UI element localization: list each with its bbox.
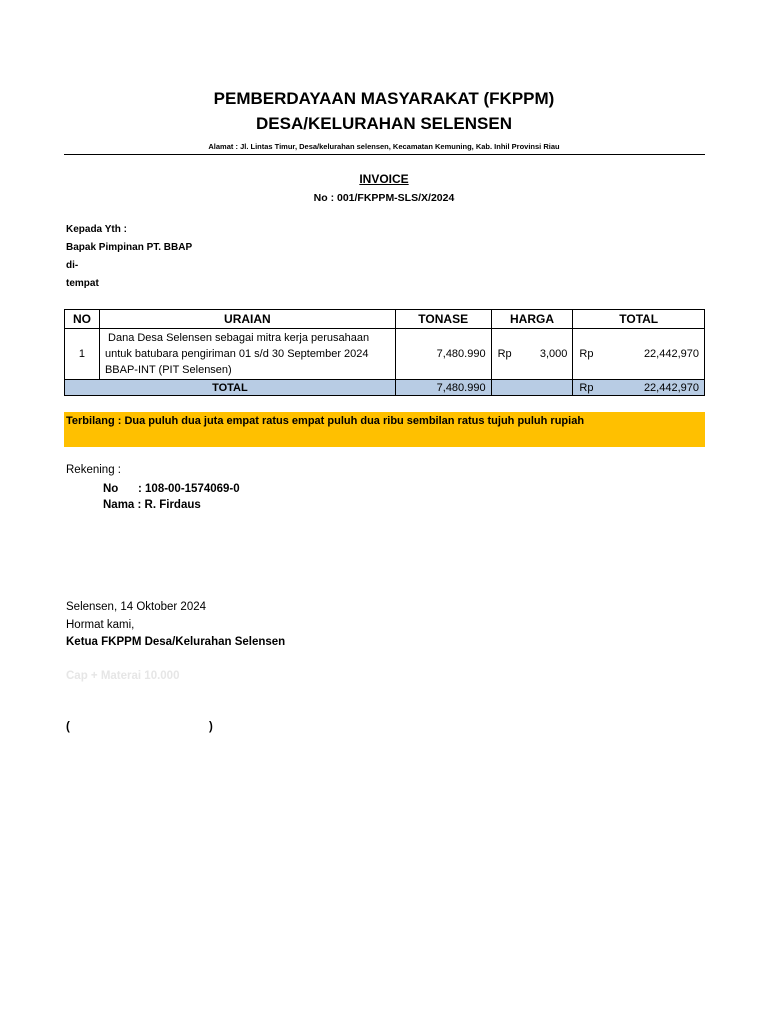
rekening-nama: Nama : R. Firdaus bbox=[103, 499, 201, 511]
table-total-row bbox=[65, 380, 705, 396]
org-title-line2: DESA/KELURAHAN SELENSEN bbox=[256, 114, 512, 133]
org-address: Alamat : Jl. Lintas Timur, Desa/kelurahan selensen, Kecamatan Kemuning, Kab. Inhil Provinsi Riau bbox=[208, 142, 560, 151]
invoice-table bbox=[64, 309, 705, 396]
recipient-name: Bapak Pimpinan PT. BBAP bbox=[66, 242, 193, 253]
recipient-salutation: Kepada Yth : bbox=[66, 224, 127, 235]
invoice-title: INVOICE bbox=[359, 172, 409, 186]
org-title-line1: PEMBERDAYAAN MASYARAKAT (FKPPM) bbox=[213, 89, 555, 108]
col-header-harga: HARGA bbox=[491, 310, 573, 329]
harga-currency: Rp bbox=[497, 348, 512, 360]
row-total bbox=[573, 329, 705, 380]
total-currency: Rp bbox=[579, 348, 594, 360]
invoice-number: No : 001/FKPPM-SLS/X/2024 bbox=[313, 192, 455, 204]
rekening-label: Rekening : bbox=[66, 464, 121, 476]
row-harga bbox=[491, 329, 573, 380]
row-description bbox=[99, 329, 395, 380]
stamp-placeholder: Cap + Materai 10.000 bbox=[66, 670, 180, 682]
row-no: 1 bbox=[65, 329, 100, 380]
total-label: TOTAL bbox=[65, 380, 396, 396]
recipient-di: di- bbox=[66, 260, 79, 271]
total-amount: 22,442,970 bbox=[643, 348, 699, 360]
total-harga-empty bbox=[491, 380, 573, 396]
recipient-tempat: tempat bbox=[66, 278, 99, 289]
table-header-row bbox=[65, 310, 705, 329]
grand-total bbox=[573, 380, 705, 396]
place-date: Selensen, 14 Oktober 2024 bbox=[66, 601, 207, 613]
desc-line1: Dana Desa Selensen sebagai mitra kerja perusahaan bbox=[104, 332, 370, 344]
table-row bbox=[65, 329, 705, 380]
header-divider bbox=[64, 154, 705, 155]
row-tonase: 7,480.990 bbox=[395, 329, 491, 380]
col-header-no: NO bbox=[65, 310, 100, 329]
desc-line3: BBAP-INT (PIT Selensen) bbox=[104, 364, 232, 376]
grand-total-currency: Rp bbox=[579, 381, 594, 394]
terbilang-banner bbox=[64, 412, 705, 447]
total-tonase: 7,480.990 bbox=[395, 380, 491, 396]
desc-line2: untuk batubara pengiriman 01 s/d 30 September 2024 bbox=[104, 348, 369, 360]
rekening-no-value: : 108-00-1574069-0 bbox=[138, 483, 240, 495]
closing-greeting: Hormat kami, bbox=[66, 619, 135, 631]
col-header-tonase: TONASE bbox=[395, 310, 491, 329]
grand-total-amount: 22,442,970 bbox=[643, 381, 699, 394]
rekening-no-label: No bbox=[103, 483, 119, 495]
col-header-total: TOTAL bbox=[573, 310, 705, 329]
harga-amount: 3,000 bbox=[539, 348, 568, 360]
col-header-uraian: URAIAN bbox=[99, 310, 395, 329]
signature-paren-close: ) bbox=[209, 721, 213, 733]
signer-role: Ketua FKPPM Desa/Kelurahan Selensen bbox=[66, 636, 286, 648]
terbilang-text: Terbilang : Dua puluh dua juta empat ratus empat puluh dua ribu sembilan ratus tujuh puluh rupiah bbox=[66, 415, 585, 427]
signature-paren-open: ( bbox=[66, 721, 70, 733]
